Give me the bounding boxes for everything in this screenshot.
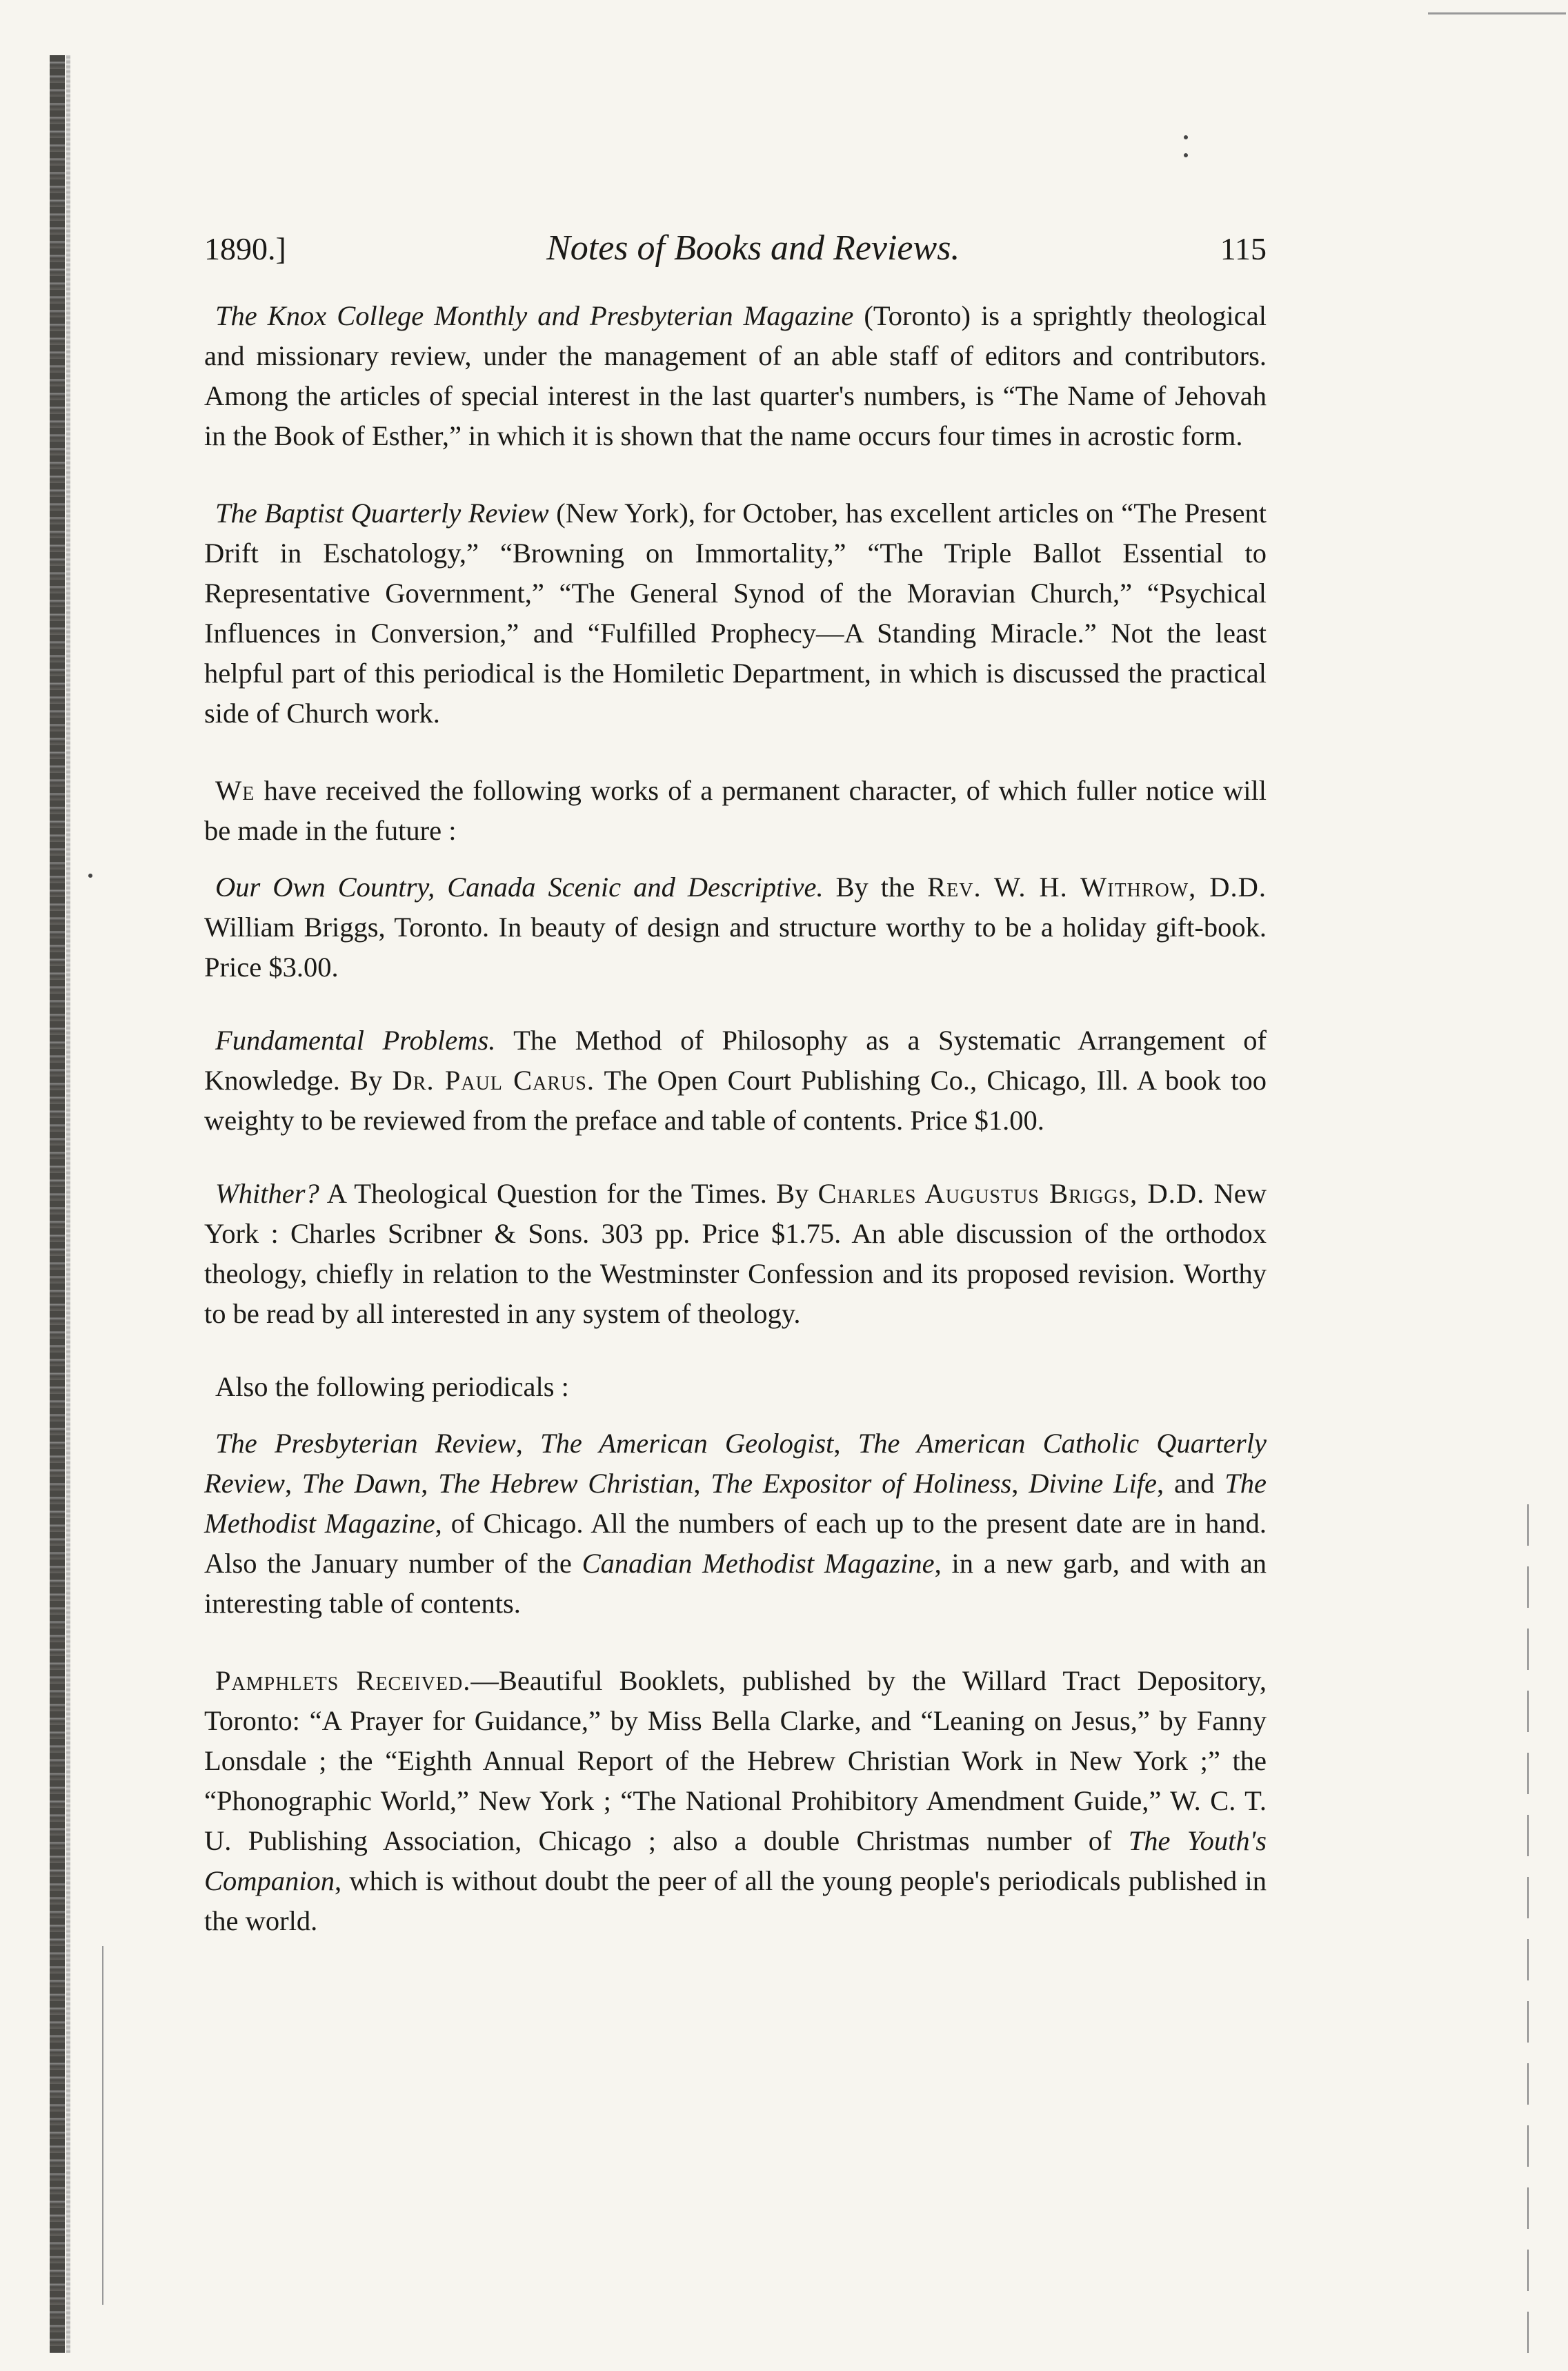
page-content [204, 228, 1267, 1978]
book-author: Charles Augustus Briggs, D.D. [817, 1178, 1205, 1209]
periodical-title: The American Catholic Quarterly Review [204, 1428, 1267, 1499]
page-gutter-shadow [66, 55, 70, 2353]
periodical-title: The Youth's Companion [204, 1825, 1267, 1896]
book-title: Fundamental Problems. [215, 1025, 496, 1056]
scan-speck [1184, 153, 1188, 157]
review-knox-college [204, 296, 1267, 456]
periodical-title: The American Geologist [540, 1428, 834, 1459]
entry-text: New York : Charles Scribner & Sons. 303 pp. Price $1.75. An able discussion of the orthodox theology, chiefly in relation to the Westminster Confession and its proposed revision. Worthy to be read by all interested in any system of theology. [204, 1178, 1267, 1329]
book-binding-edge [50, 55, 65, 2353]
review-text: (Toronto) is a sprightly theological and missionary review, under the management of an able staff of editors and contributors. Among the articles of special interest in the last quarter's numbers, is “The Name of Jehovah in the Book of Esther,” in which it is shown that the name occurs four times in acrostic form. [204, 300, 1267, 451]
review-text: (New York), for October, has excellent articles on “The Present Drift in Eschatology,” “Browning on Immortality,” “The Triple Ballot Essential to Representative Government,” “The General Synod of the Moravian Church,” “Psychical Influences in Conversion,” and “Fulfilled Prophecy—A Standing Miracle.” Not the least helpful part of this periodical is the Homiletic Department, in which is discussed the practical side of Church work. [204, 498, 1267, 729]
book-author: Rev. W. H. Withrow, D.D. [927, 872, 1267, 903]
lead-word: We [215, 775, 255, 806]
pamphlets-received [204, 1661, 1267, 1941]
book-entry-our-own-country [204, 867, 1267, 987]
entry-text: William Briggs, Toronto. In beauty of design and structure worthy to be a holiday gift-book. Price $3.00. [204, 912, 1267, 983]
entry-text: The Open Court Publishing Co., Chicago, Ill. A book too weighty to be reviewed from the preface and table of contents. Price $1.00. [204, 1065, 1267, 1136]
periodical-title: The Knox College Monthly and Presbyterian Magazine [215, 300, 854, 331]
periodical-title: The Expositor of Holiness [711, 1468, 1012, 1499]
scan-mark-right [1527, 1504, 1529, 2353]
periodical-title: The Hebrew Christian [438, 1468, 694, 1499]
periodicals-text: , of Chicago. All the numbers of each up to the present date are in hand. Also the January number of the [204, 1508, 1267, 1579]
entry-text: By the [823, 872, 928, 903]
periodicals-text: , in a new garb, and with an interesting table of contents. [204, 1548, 1267, 1619]
received-intro [204, 771, 1267, 851]
periodicals-list: The Presbyterian Review, The American Geologist, The American Catholic Quarterly Review, The Dawn, The Hebrew Christian, The Expositor of Holiness, Divine Life, and The Methodist Magazine, of Chicago. All the numbers of each up to the present date are in hand. Also the January number of the Canadian Methodist Magazine, in a new garb, and with an interesting table of contents. [204, 1428, 1267, 1619]
review-baptist-quarterly [204, 493, 1267, 734]
entry-text: A Theological Question for the Times. By [319, 1178, 818, 1209]
scan-speck [1184, 135, 1188, 139]
periodical-title: The Baptist Quarterly Review [215, 498, 549, 529]
book-entry-fundamental-problems [204, 1021, 1267, 1141]
scan-mark-top [1428, 12, 1566, 14]
entry-text: The Method of Philosophy as a Systematic Arrangement of Knowledge. By [204, 1025, 1267, 1096]
periodical-title: Divine Life [1029, 1468, 1158, 1499]
book-author: Dr. Paul Carus. [392, 1065, 595, 1096]
scan-speck [88, 874, 92, 878]
header-date: 1890.] [204, 231, 286, 266]
periodical-title: The Presbyterian Review [215, 1428, 516, 1459]
book-title: Whither? [215, 1178, 319, 1209]
intro-text: have received the following works of a permanent character, of which fuller notice will be made in the future : [204, 775, 1267, 846]
periodical-title: The Dawn [301, 1468, 421, 1499]
header-title: Notes of Books and Reviews. [546, 228, 960, 268]
running-header [204, 228, 1267, 268]
page-number: 115 [1220, 231, 1267, 266]
scan-mark-left [102, 1946, 103, 2305]
periodicals-intro: Also the following periodicals : [215, 1371, 569, 1402]
pamphlets-text: —Beautiful Booklets, published by the Willard Tract Depository, Toronto: “A Prayer for Guidance,” by Miss Bella Clarke, and “Leaning on Jesus,” by Fanny Lonsdale ; the “Eighth Annual Report of the Hebrew Christian Work in New York ;” the “Phonographic World,” New York ; “The National Prohibitory Amendment Guide,” W. C. T. U. Publishing Association, Chicago ; also a double Christmas number of [204, 1665, 1267, 1856]
section-lead: Pamphlets Received. [215, 1665, 471, 1696]
book-title: Our Own Country, Canada Scenic and Descriptive. [215, 872, 824, 903]
periodical-title: Canadian Methodist Magazine [582, 1548, 935, 1579]
book-entry-whither [204, 1174, 1267, 1334]
pamphlets-text: , which is without doubt the peer of all the young people's periodicals published in the world. [204, 1865, 1267, 1936]
periodical-title: The Methodist Magazine [204, 1468, 1267, 1539]
